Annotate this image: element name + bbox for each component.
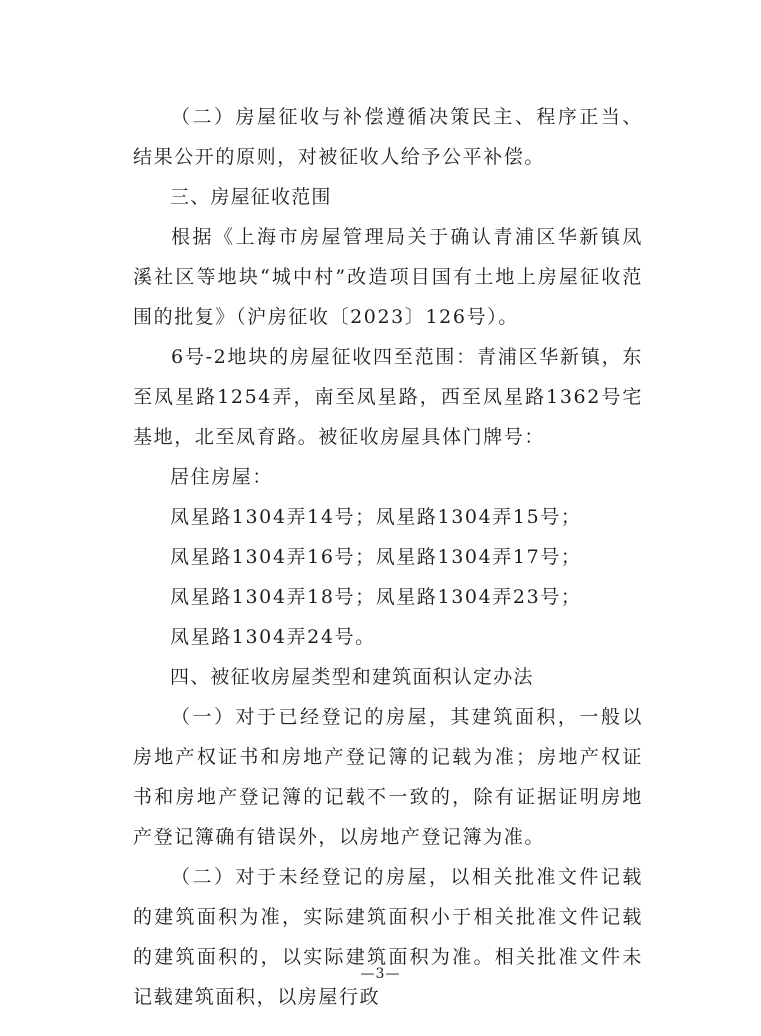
page-number: —3— — [360, 966, 401, 982]
address-line: 凤星路1304弄14号；凤星路1304弄15号； — [170, 506, 582, 528]
paragraph-principle: （二）房屋征收与补偿遵循决策民主、程序正当、结果公开的原则，对被征收人给予公平补偿。 — [133, 106, 643, 168]
paragraph-registered: （一）对于已经登记的房屋，其建筑面积，一般以房地产权证书和房地产登记簿的记载为准；房地产权证书和房地产登记簿的记载不一致的，除有证据证明房地产登记簿确有错误外，以房地产登记簿为准。 — [133, 706, 643, 848]
paragraph-boundary: 6号-2地块的房屋征收四至范围：青浦区华新镇，东至凤星路1254弄，南至凤星路，西至凤星路1362号宅基地，北至凤育路。被征收房屋具体门牌号： — [133, 346, 643, 448]
address-line: 凤星路1304弄16号；凤星路1304弄17号； — [170, 546, 582, 568]
address-line: 凤星路1304弄24号。 — [170, 626, 376, 648]
paragraph-approval: 根据《上海市房屋管理局关于确认青浦区华新镇凤溪社区等地块“城中村”改造项目国有土地上房屋征收范围的批复》（沪房征收〔2023〕126号）。 — [133, 226, 643, 328]
section-heading-3: 三、房屋征收范围 — [170, 186, 332, 208]
paragraph-unregistered: （二）对于未经登记的房屋，以相关批准文件记载的建筑面积为准，实际建筑面积小于相关批准文件记载的建筑面积的，以实际建筑面积为准。相关批准文件未记载建筑面积，以房屋行政 — [133, 866, 643, 1008]
residential-label: 居住房屋： — [170, 466, 274, 488]
section-heading-4: 四、被征收房屋类型和建筑面积认定办法 — [170, 666, 534, 688]
address-line: 凤星路1304弄18号；凤星路1304弄23号； — [170, 586, 582, 608]
